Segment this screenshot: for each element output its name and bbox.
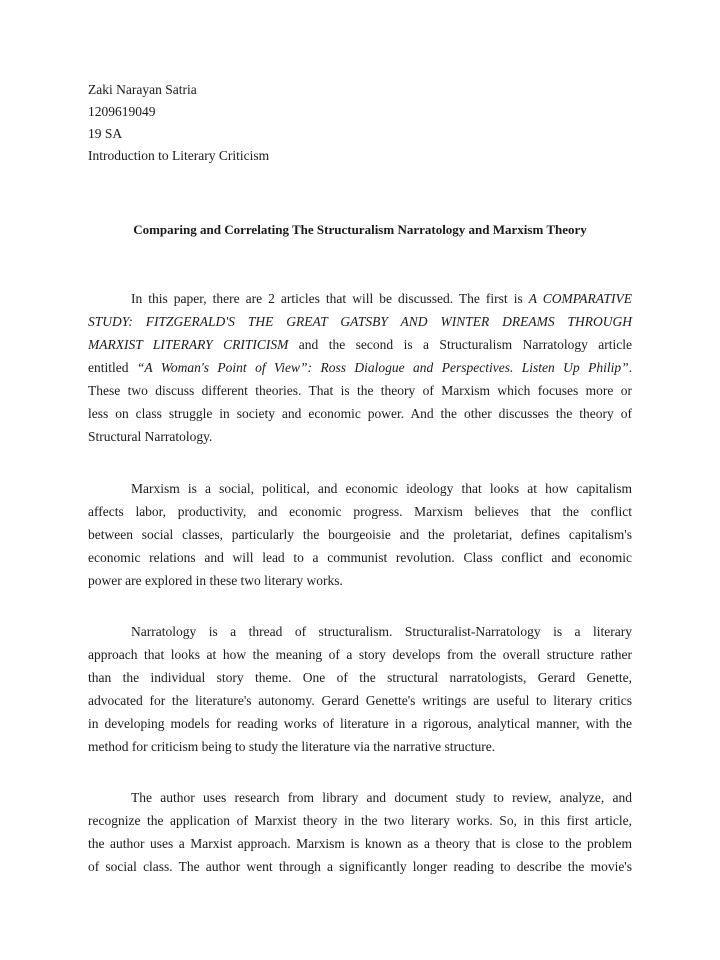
text-line	[88, 333, 632, 356]
text-line: of social class. The author went through a significantly longer reading to describe the movie's	[88, 859, 632, 874]
article-title-italic: “A Woman's Point of View”: Ross Dialogue and Perspectives. Listen Up Philip”	[136, 360, 629, 375]
paragraph-intro	[88, 287, 632, 448]
text-line: than the individual story theme. One of the structural narratologists, Gerard Genette,	[88, 670, 632, 685]
author-name: Zaki Narayan Satria	[88, 82, 197, 97]
paragraph-author-method	[88, 786, 632, 878]
text-line: method for criticism being to study the literature via the narrative structure.	[88, 739, 496, 754]
class-code: 19 SA	[88, 126, 123, 141]
text-line: recognize the application of Marxist theory in the two literary works. So, in this first article,	[88, 813, 632, 828]
text-line: Narratology is a thread of structuralism. Structuralist-Narratology is a literary	[131, 624, 632, 639]
text-run: In this paper, there are 2 articles that will be discussed. The first is	[131, 291, 529, 306]
text-line: less on class struggle in society and economic power. And the other discusses the theory of	[88, 406, 632, 421]
text-line: The author uses research from library and document study to review, analyze, and	[131, 790, 632, 805]
text-line	[88, 356, 632, 379]
text-run: entitled	[88, 360, 137, 375]
text-line: between social classes, particularly the bourgeoisie and the proletariat, defines capitalism's	[88, 527, 632, 542]
paper-title: Comparing and Correlating The Structuralism Narratology and Marxism Theory	[133, 222, 587, 237]
text-run: .	[628, 360, 632, 375]
text-line: approach that looks at how the meaning of a story develops from the overall structure rather	[88, 647, 632, 662]
author-header	[88, 79, 269, 167]
text-run: and the second is a Structuralism Narratology article	[288, 337, 632, 352]
text-line: power are explored in these two literary works.	[88, 573, 343, 588]
text-line: advocated for the literature's autonomy. Gerard Genette's writings are useful to literary critics	[88, 693, 632, 708]
text-line: affects labor, productivity, and economic progress. Marxism believes that the conflict	[88, 504, 632, 519]
paragraph-narratology	[88, 620, 632, 758]
text-line: economic relations and will lead to a communist revolution. Class conflict and economic	[88, 550, 632, 565]
article-title-italic: MARXIST LITERARY CRITICISM	[88, 337, 289, 352]
article-title-italic: A COMPARATIVE	[528, 291, 632, 306]
paragraph-marxism	[88, 477, 632, 592]
student-id: 1209619049	[88, 104, 156, 119]
text-line: Structural Narratology.	[88, 429, 213, 444]
text-line: in developing models for reading works of literature in a rigorous, analytical manner, with the	[88, 716, 632, 731]
text-line: the author uses a Marxist approach. Marxism is known as a theory that is close to the problem	[88, 836, 632, 851]
article-title-italic: STUDY: FITZGERALD'S THE GREAT GATSBY AND WINTER DREAMS THROUGH	[88, 314, 632, 329]
text-line	[88, 287, 632, 310]
text-line: Marxism is a social, political, and economic ideology that looks at how capitalism	[131, 481, 632, 496]
course-name: Introduction to Literary Criticism	[88, 148, 270, 163]
text-line: These two discuss different theories. That is the theory of Marxism which focuses more or	[88, 383, 632, 398]
